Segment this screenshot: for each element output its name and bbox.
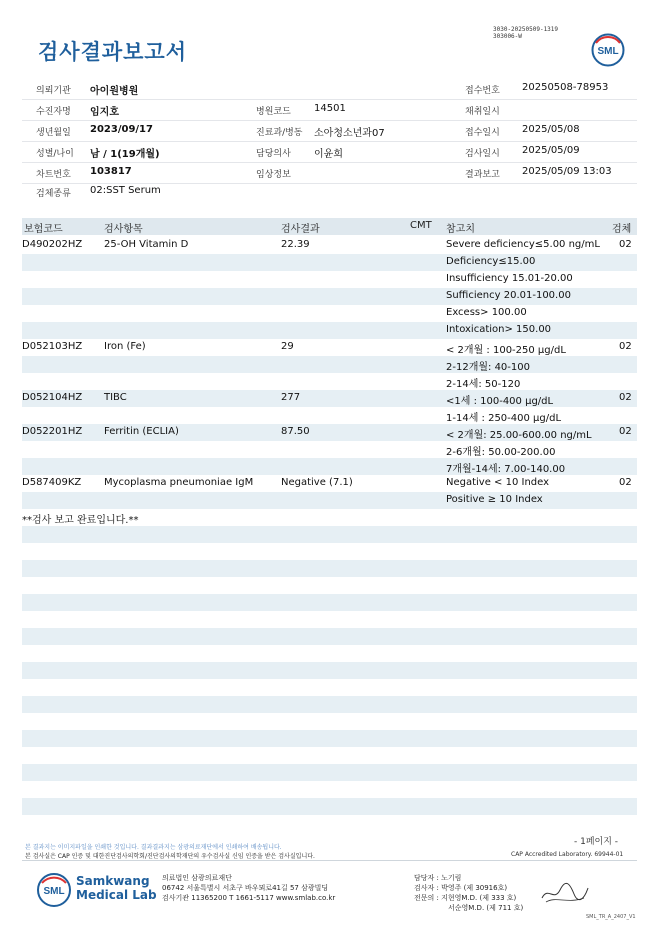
signatory-specialist-1: 전문의 : 지현영M.D. (제 333 호): [414, 894, 517, 902]
cell-reference: 1-14세 : 250-400 μg/dL: [446, 413, 562, 424]
empty-row: [22, 560, 637, 577]
col-header-specimen: 검체: [612, 224, 632, 235]
receipt-date-label: 접수일시: [465, 128, 500, 138]
receipt-date-value: 2025/05/08: [522, 124, 580, 135]
table-row: [22, 407, 637, 424]
hospital-code-value: 14501: [314, 103, 346, 114]
cell-result: 29: [281, 341, 294, 352]
table-row: [22, 288, 637, 305]
cell-code: **검사 보고 완료입니다.**: [22, 515, 139, 526]
document-code-line2: 303006-W: [493, 33, 522, 40]
signatories: [414, 873, 523, 913]
cell-code: D052201HZ: [22, 426, 83, 437]
cell-reference: < 2개월 : 100-250 μg/dL: [446, 345, 566, 356]
table-row: [22, 254, 637, 271]
cell-result: Negative (7.1): [281, 477, 353, 488]
sex-age-value: 남 / 1(19개월): [90, 149, 160, 160]
cell-reference: 7개월-14세: 7.00-140.00: [446, 464, 566, 475]
cell-specimen: 02: [619, 392, 632, 403]
print-notice: 본 결과지는 이미지파일을 인쇄한 것입니다. 결과결과지는 삼광의료재단에서 인쇄하여 배송됩니다.: [25, 844, 282, 851]
empty-row: [22, 645, 637, 662]
cell-item: Iron (Fe): [104, 341, 146, 352]
form-code: SML_TR_A_2407_V1: [586, 914, 636, 920]
cell-reference: Negative < 10 Index: [446, 477, 550, 488]
table-row: [22, 509, 637, 526]
chart-no-value: 103817: [90, 166, 132, 177]
clinical-label: 임상정보: [256, 170, 291, 180]
col-header-cmt: CMT: [410, 220, 432, 231]
cell-reference: Excess> 100.00: [446, 307, 527, 318]
cell-reference: 2-12개월: 40-100: [446, 362, 530, 373]
samkwang-logo-text: SML: [43, 886, 65, 897]
col-header-item: 검사항목: [104, 224, 143, 235]
signatory-specialist-2: 서순영M.D. (제 711 호): [448, 904, 524, 912]
table-row: [22, 458, 637, 475]
test-date-label: 검사일시: [465, 149, 500, 159]
cell-item: TIBC: [104, 392, 127, 403]
cell-reference: 2-14세: 50-120: [446, 379, 521, 390]
table-row: [22, 475, 637, 492]
institution-address: 06742 서울특별시 서초구 바우뫼로41길 57 삼광빌딩: [162, 884, 329, 892]
collect-date-label: 채취일시: [465, 107, 500, 117]
empty-row: [22, 662, 637, 679]
cell-reference: Intoxication> 150.00: [446, 324, 552, 335]
institution-info: [162, 873, 335, 903]
empty-row: [22, 679, 637, 696]
cell-item: 25-OH Vitamin D: [104, 239, 189, 250]
cell-specimen: 02: [619, 239, 632, 250]
info-row-4: [22, 142, 637, 163]
empty-row: [22, 798, 637, 815]
patient-label: 수진자명: [36, 107, 71, 117]
table-row: [22, 390, 637, 407]
empty-row: [22, 747, 637, 764]
table-row: [22, 424, 637, 441]
birth-label: 생년월일: [36, 128, 71, 138]
cell-reference: <1세 : 100-400 μg/dL: [446, 396, 554, 407]
doctor-label: 담당의사: [256, 149, 291, 159]
table-row: [22, 492, 637, 509]
signatory-tester: 검사자 : 박영주 (제 30916호): [414, 884, 508, 892]
cell-reference: Insufficiency 15.01-20.00: [446, 273, 573, 284]
empty-row: [22, 730, 637, 747]
test-date-value: 2025/05/09: [522, 145, 580, 156]
info-row-6: [22, 182, 637, 202]
cell-reference: Deficiency≤15.00: [446, 256, 536, 267]
cell-code: D052104HZ: [22, 392, 83, 403]
receipt-no-label: 접수번호: [465, 86, 500, 96]
empty-row: [22, 543, 637, 560]
institution-contact: 검사기관 11365200 T 1661-5117 www.smlab.co.kr: [162, 894, 336, 902]
empty-row: [22, 713, 637, 730]
info-row-1: [22, 79, 637, 100]
samkwang-logo-icon: [36, 872, 72, 908]
footer-divider: [22, 860, 637, 861]
cell-result: 277: [281, 392, 301, 403]
col-header-result: 검사결과: [281, 224, 320, 235]
page-title: 검사결과보고서: [38, 40, 188, 64]
table-row: [22, 339, 637, 356]
table-row: [22, 373, 637, 390]
cell-specimen: 02: [619, 477, 632, 488]
signature-image: [540, 880, 590, 906]
table-row: [22, 441, 637, 458]
empty-row: [22, 696, 637, 713]
cell-reference: Severe deficiency≤5.00 ng/mL: [446, 239, 600, 250]
hospital-code-label: 병원코드: [256, 107, 291, 117]
empty-row: [22, 611, 637, 628]
empty-row: [22, 628, 637, 645]
cell-specimen: 02: [619, 341, 632, 352]
accreditation-notice: 본 검사실은 CAP 인증 및 대한진단검사의학회/진단검사의학재단의 우수검사실 신임 인증을 받은 검사실입니다.: [25, 853, 315, 860]
page-number: - 1페이지 -: [574, 837, 619, 847]
sml-logo-text: SML: [597, 46, 619, 57]
cell-item: Mycoplasma pneumoniae IgM: [104, 477, 254, 488]
doctor-value: 이윤희: [314, 149, 343, 160]
info-row-2: [22, 100, 637, 121]
cell-reference: < 2개월: 25.00-600.00 ng/mL: [446, 430, 592, 441]
specimen-value: 02:SST Serum: [90, 185, 161, 196]
cell-result: 22.39: [281, 239, 310, 250]
receipt-no-value: 20250508-78953: [522, 82, 609, 93]
report-date-label: 결과보고: [465, 170, 500, 180]
report-date-value: 2025/05/09 13:03: [522, 166, 612, 177]
institution-label: 의뢰기관: [36, 86, 71, 96]
dept-value: 소아청소년과07: [314, 128, 385, 139]
cell-code: D490202HZ: [22, 239, 83, 250]
cell-code: D052103HZ: [22, 341, 83, 352]
birth-value: 2023/09/17: [90, 124, 153, 135]
empty-row: [22, 577, 637, 594]
signatory-staff: 담당자 : 노기림: [414, 874, 462, 882]
empty-row: [22, 781, 637, 798]
cap-accreditation: CAP Accredited Laboratory. 69944-01: [511, 851, 624, 858]
cell-reference: Sufficiency 20.01-100.00: [446, 290, 571, 301]
col-header-code: 보험코드: [24, 224, 63, 235]
cell-code: D587409KZ: [22, 477, 82, 488]
brand-line2: Medical Lab: [76, 888, 157, 902]
sml-logo-icon: [591, 33, 625, 67]
cell-specimen: 02: [619, 426, 632, 437]
table-row: [22, 271, 637, 288]
info-row-3: [22, 121, 637, 142]
table-row: [22, 305, 637, 322]
document-code-line1: 3030-20250509-1319: [493, 26, 559, 33]
empty-row: [22, 526, 637, 543]
dept-label: 진료과/병동: [256, 128, 303, 138]
cell-item: Ferritin (ECLIA): [104, 426, 179, 437]
specimen-label: 검체종류: [36, 189, 71, 199]
patient-value: 임지호: [90, 107, 119, 118]
sex-age-label: 성별/나이: [36, 149, 74, 159]
brand-name: [76, 874, 157, 902]
col-header-reference: 참고치: [446, 224, 475, 235]
brand-line1: Samkwang: [76, 874, 150, 888]
empty-row: [22, 594, 637, 611]
table-row: [22, 356, 637, 373]
table-row: [22, 237, 637, 254]
cell-reference: Positive ≥ 10 Index: [446, 494, 543, 505]
empty-row: [22, 764, 637, 781]
document-code: [493, 26, 558, 40]
institution-name: 의료법인 삼광의료재단: [162, 874, 232, 882]
cell-reference: 2-6개월: 50.00-200.00: [446, 447, 556, 458]
cell-result: 87.50: [281, 426, 310, 437]
info-row-5: [22, 163, 637, 184]
empty-row: [22, 815, 637, 832]
chart-no-label: 차트번호: [36, 170, 71, 180]
institution-value: 아이원병원: [90, 86, 139, 97]
table-row: [22, 322, 637, 339]
results-table-header: [22, 218, 637, 235]
